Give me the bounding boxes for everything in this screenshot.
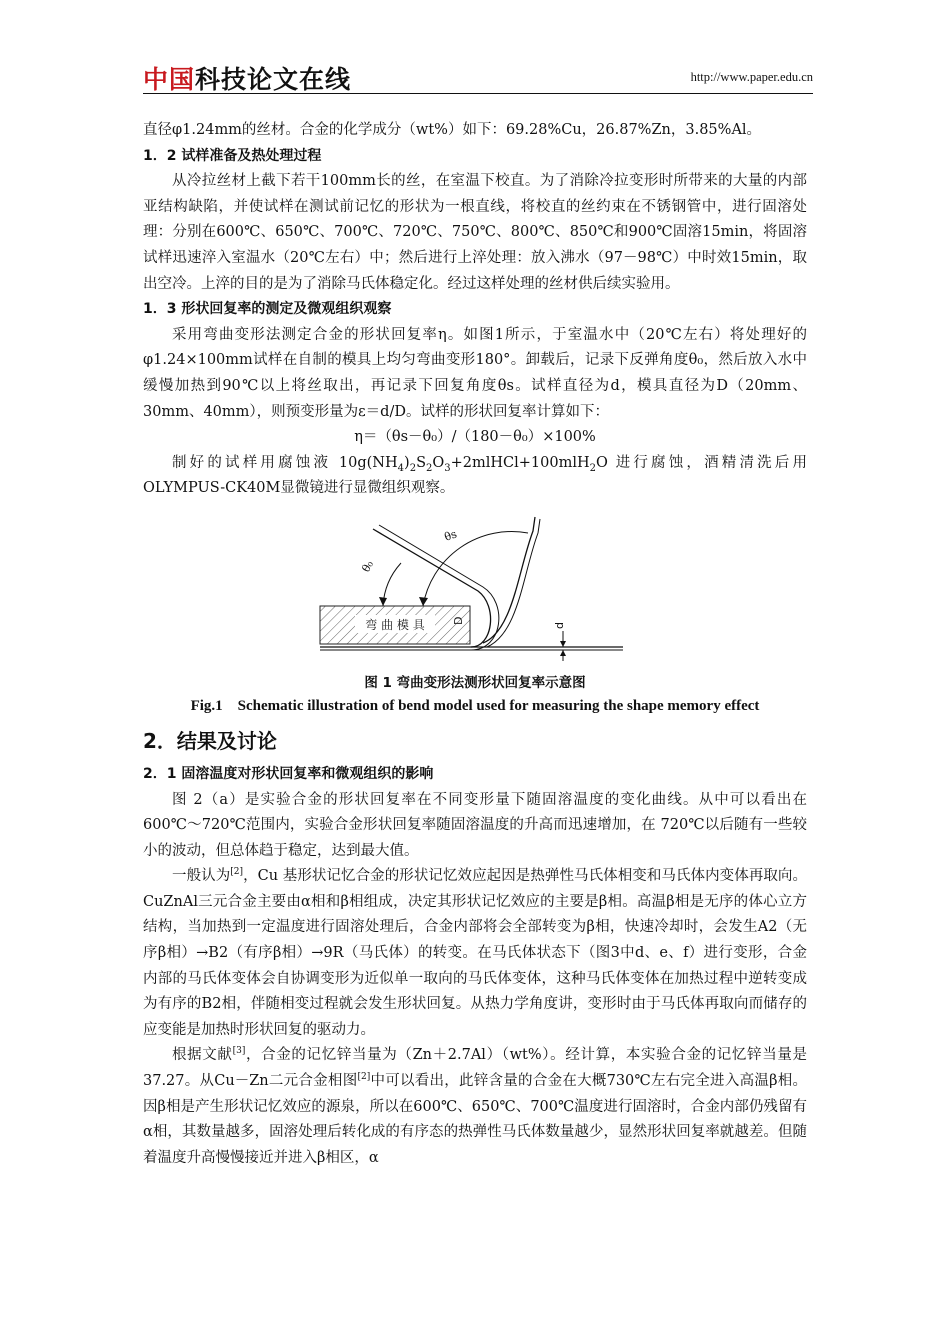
- bend-diagram: [143, 511, 807, 666]
- etch-text-1: 制好的试样用腐蚀液 10g(NH: [172, 454, 398, 471]
- etch-sub-4: 3: [444, 462, 451, 474]
- mechanism-text-1: 一般认为: [172, 868, 231, 885]
- citation-3[interactable]: [3]: [232, 1046, 246, 1057]
- figure-caption-en: [143, 694, 807, 718]
- etch-text-5: +2mlHCl+100mlH: [450, 454, 590, 471]
- zinc-text-3: 中可以看出，此锌含量的合金在大概730℃左右完全进入高温β相。因β相是产生形状记忆效应的源泉，所以在600℃、650℃、700℃温度进行固溶时，合金内部仍残留有α相，其数量越多，固溶处理后转化成的有序态的热弹性马氏体数量越少，显然形状回复率就越差。但随着温度升高慢慢接近并进入β相区，α: [143, 1073, 807, 1166]
- citation-2[interactable]: [2]: [230, 867, 244, 878]
- citation-2b[interactable]: [2]: [357, 1072, 371, 1083]
- theta0-arrow: [379, 597, 387, 606]
- wire-diameter-label: d: [553, 621, 566, 629]
- section-heading-1-3: 1．3 形状回复率的测定及微观组织观察: [143, 301, 392, 318]
- etch-sub-3: 2: [426, 462, 433, 474]
- etch-sub-5: 2: [589, 462, 597, 474]
- figure-caption-en-prefix: Fig.1: [190, 697, 223, 714]
- paragraph-sample-prep: 从冷拉丝材上截下若干100mm长的丝，在室温下校直。为了消除冷拉变形时所带来的大量的内部亚结构缺陷，并使试样在测试前记忆的形状为一根直线，将校直的丝约束在不锈钢管中，进行固溶处理：分别在600℃、650℃、700℃、720℃、750℃、800℃、850℃和900℃固溶15min，将固溶试样迅速淬入室温水（20℃左右）中；然后进行上淬处理：放入沸水（97－98℃）中时效15min，取出空冷。上淬的目的是为了消除马氏体稳定化。经过这样处理的丝材供后续实验用。: [143, 173, 807, 292]
- zinc-text-2: ，合金的记忆锌当量为（Zn＋2.7Al）（wt%）。经计算，本实验合金的记忆锌当量是37.27。从Cu－Zn二元合金相图: [143, 1047, 807, 1090]
- paragraph-measurement: 采用弯曲变形法测定合金的形状回复率η。如图1所示，于室温水中（20℃左右）将处理好的φ1.24×100mm试样在自制的模具上均匀弯曲变形180°。卸载后，记录下反弹角度θ₀，然后放入水中缓慢加热到90℃以上将丝取出，再记录下回复角度θs。试样直径为d，模具直径为D（20mm、30mm、40mm），则预变形量为ε＝d/D。试样的形状回复率计算如下：: [143, 326, 807, 420]
- header-url[interactable]: http://www.paper.edu.cn: [690, 70, 813, 84]
- mechanism-text-2: ，Cu 基形状记忆合金的形状记忆效应起因是热弹性马氏体相变和马氏体内变体再取向。CuZnAl三元合金主要由α相和β相组成，决定其形状记忆效应的主要是β相。高温β相是无序的体心立方结构，当加热到一定温度进行固溶处理后，合金内部将会全部转变为β相，快速冷却时，会发生A2（无序β相）→B2（有序β相）→9R（马氏体）的转变。在马氏体状态下（图3中d、e、f）进行变形，合金内部的马氏体变体会自协调变形为近似单一取向的马氏体变体，这种马氏体变体在加热过程中逆转变成为有序的B2相，伴随相变过程就会发生形状回复。从热力学角度讲，变形时由于马氏体再取向而储存的应变能是加热时形状回复的驱动力。: [143, 868, 808, 1038]
- article-body: [143, 118, 807, 1171]
- logo-red-part: 中国: [143, 65, 196, 94]
- paragraph-zinc-equivalent: [143, 1043, 807, 1171]
- etch-text-6: O 进行腐蚀，酒精清洗后用OLYMPUS-CK40M显微镜进行显微组织观察。: [143, 454, 807, 497]
- theta0-label: θ₀: [359, 558, 377, 575]
- d-arrow-bottom: [560, 650, 566, 656]
- etch-text-2: ): [404, 454, 410, 471]
- page-header: [143, 58, 813, 94]
- zinc-text-1: 根据文献: [172, 1047, 233, 1064]
- recovered-wire-2: [487, 519, 540, 647]
- etch-sub-1: 4: [397, 462, 405, 474]
- formula-recovery-rate: η＝（θs－θ₀）/（180－θ₀）×100%: [354, 429, 596, 446]
- etch-sub-2: 2: [409, 462, 417, 474]
- section-heading-2: 2．结果及讨论: [143, 728, 277, 753]
- site-logo[interactable]: [143, 60, 351, 96]
- mold-diameter-label: D: [452, 616, 465, 625]
- mold-label: 弯 曲 模 具: [365, 617, 425, 632]
- section-heading-2-1: 2．1 固溶温度对形状回复率和微观组织的影响: [143, 765, 434, 782]
- etch-text-4: O: [432, 454, 445, 471]
- paragraph-mechanism: [143, 864, 807, 1043]
- paragraph-material: 直径φ1.24mm的丝材。合金的化学成分（wt%）如下：69.28%Cu，26.87%Zn，3.85%Al。: [143, 122, 762, 138]
- thetas-arrow: [419, 597, 428, 606]
- figure-caption-en-text: Schematic illustration of bend model used for measuring the shape memory effect: [237, 697, 760, 714]
- figure-1: [143, 511, 807, 666]
- logo-black-part: 科技论文在线: [195, 65, 352, 94]
- paragraph-etching: [143, 451, 807, 502]
- thetas-label: θs: [442, 527, 459, 544]
- paragraph-fig2-trend: 图 2（a）是实验合金的形状回复率在不同变形量下随固溶温度的变化曲线。从中可以看出在 600℃～720℃范围内，实验合金形状回复率随固溶温度的升高而迅速增加，在 720℃以后随有一些较小的波动，但总体趋于稳定，达到最大值。: [143, 791, 807, 859]
- d-arrow-top: [560, 641, 566, 647]
- etch-text-3: S: [416, 454, 426, 471]
- thetas-arc: [423, 531, 528, 605]
- figure-caption-cn: 图 1 弯曲变形法测形状回复率示意图: [364, 674, 586, 691]
- section-heading-1-2: 1．2 试样准备及热处理过程: [143, 147, 322, 164]
- header-rule: [143, 93, 813, 94]
